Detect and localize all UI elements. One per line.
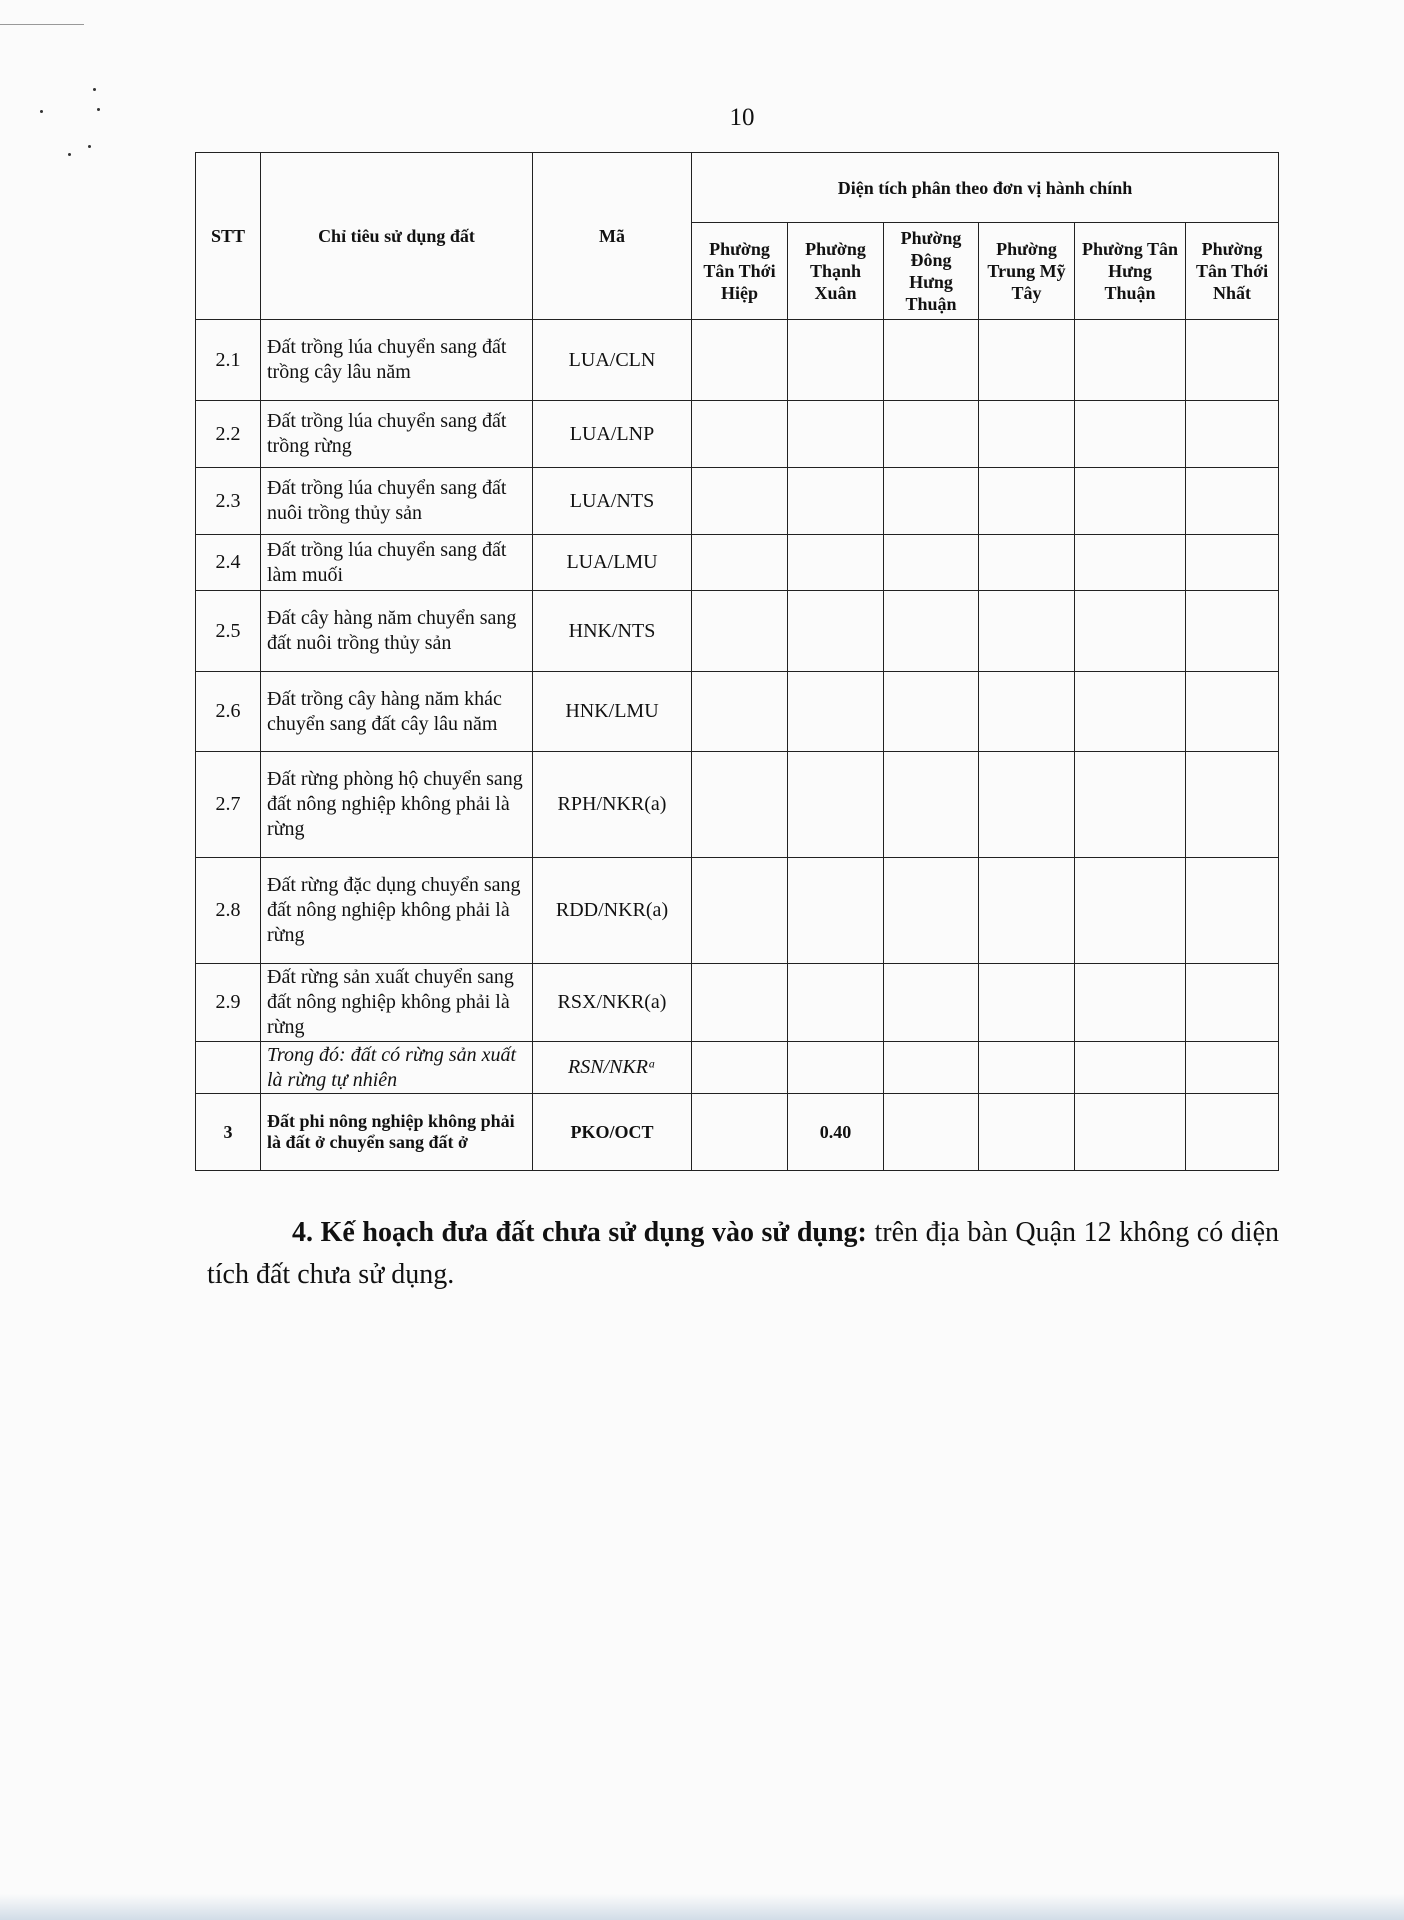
header-ward: Phường Đông Hưng Thuận <box>884 223 979 320</box>
row-value <box>884 672 979 752</box>
row-name: Đất rừng phòng hộ chuyển sang đất nông nghiệp không phải là rừng <box>261 752 533 858</box>
row-value <box>692 535 788 591</box>
row-value <box>884 964 979 1042</box>
row-value <box>1075 752 1186 858</box>
row-code: HNK/NTS <box>533 591 692 672</box>
row-value <box>979 468 1075 535</box>
row-stt: 2.1 <box>196 320 261 401</box>
row-stt: 2.8 <box>196 858 261 964</box>
row-value <box>884 1094 979 1171</box>
section-4-paragraph <box>207 1212 1279 1296</box>
row-value <box>1186 672 1279 752</box>
row-name: Đất phi nông nghiệp không phải là đất ở chuyển sang đất ở <box>261 1094 533 1171</box>
row-code: HNK/LMU <box>533 672 692 752</box>
row-code: LUA/LMU <box>533 535 692 591</box>
header-ward: Phường Trung Mỹ Tây <box>979 223 1075 320</box>
table-row <box>196 468 1279 535</box>
row-value <box>979 591 1075 672</box>
row-stt: 2.5 <box>196 591 261 672</box>
row-value <box>979 964 1075 1042</box>
row-value <box>788 752 884 858</box>
row-stt: 2.2 <box>196 401 261 468</box>
row-value <box>1186 752 1279 858</box>
table-row <box>196 964 1279 1042</box>
header-criteria: Chỉ tiêu sử dụng đất <box>261 153 533 320</box>
row-code: RSX/NKR(a) <box>533 964 692 1042</box>
row-value <box>692 964 788 1042</box>
row-value <box>979 535 1075 591</box>
row-name: Đất rừng sản xuất chuyển sang đất nông nghiệp không phải là rừng <box>261 964 533 1042</box>
row-value <box>788 964 884 1042</box>
row-stt: 2.6 <box>196 672 261 752</box>
row-value <box>979 672 1075 752</box>
row-value <box>884 320 979 401</box>
table-row <box>196 672 1279 752</box>
row-code: RPH/NKR(a) <box>533 752 692 858</box>
row-value <box>1075 1042 1186 1094</box>
row-value <box>884 401 979 468</box>
row-value <box>788 468 884 535</box>
row-value <box>692 468 788 535</box>
row-code: LUA/NTS <box>533 468 692 535</box>
row-value <box>1075 964 1186 1042</box>
row-value <box>692 752 788 858</box>
row-value <box>884 591 979 672</box>
row-value <box>1186 1042 1279 1094</box>
land-use-table <box>195 152 1279 1171</box>
row-value <box>1075 591 1186 672</box>
row-name: Đất cây hàng năm chuyển sang đất nuôi trồng thủy sản <box>261 591 533 672</box>
row-value <box>1186 858 1279 964</box>
row-value <box>979 320 1075 401</box>
row-value <box>692 320 788 401</box>
row-value <box>788 591 884 672</box>
row-code: LUA/CLN <box>533 320 692 401</box>
row-value <box>1075 401 1186 468</box>
table-row <box>196 1094 1279 1171</box>
header-group: Diện tích phân theo đơn vị hành chính <box>692 153 1279 223</box>
row-value <box>788 535 884 591</box>
row-value <box>979 401 1075 468</box>
scan-speck <box>88 145 91 148</box>
row-stt: 3 <box>196 1094 261 1171</box>
row-value <box>1075 468 1186 535</box>
header-ward: Phường Tân Thới Hiệp <box>692 223 788 320</box>
row-value <box>692 1094 788 1171</box>
header-ward: Phường Tân Hưng Thuận <box>1075 223 1186 320</box>
table-row <box>196 591 1279 672</box>
row-value <box>692 1042 788 1094</box>
row-value <box>1186 964 1279 1042</box>
row-value <box>884 468 979 535</box>
table-row <box>196 1042 1279 1094</box>
row-value <box>788 858 884 964</box>
row-value <box>884 535 979 591</box>
table-row <box>196 401 1279 468</box>
row-name: Đất trồng cây hàng năm khác chuyển sang đất cây lâu năm <box>261 672 533 752</box>
row-stt: 2.3 <box>196 468 261 535</box>
row-value: 0.40 <box>788 1094 884 1171</box>
row-name: Đất trồng lúa chuyển sang đất trồng cây lâu năm <box>261 320 533 401</box>
row-value <box>788 401 884 468</box>
table-row <box>196 320 1279 401</box>
scan-edge-shadow <box>0 1894 1404 1920</box>
row-value <box>1075 1094 1186 1171</box>
header-ward: Phường Tân Thới Nhất <box>1186 223 1279 320</box>
row-code: RDD/NKR(a) <box>533 858 692 964</box>
page-number: 10 <box>729 104 755 131</box>
header-stt: STT <box>196 153 261 320</box>
row-value <box>884 858 979 964</box>
row-value <box>979 752 1075 858</box>
table-row <box>196 752 1279 858</box>
row-value <box>788 320 884 401</box>
table-row <box>196 858 1279 964</box>
row-value <box>884 1042 979 1094</box>
row-code: RSN/NKRᵃ <box>533 1042 692 1094</box>
scan-edge-rule <box>0 24 84 25</box>
row-value <box>1186 320 1279 401</box>
row-value <box>1186 591 1279 672</box>
row-value <box>1186 401 1279 468</box>
row-value <box>692 858 788 964</box>
section-4-heading: 4. Kế hoạch đưa đất chưa sử dụng vào sử dụng: <box>292 1217 867 1248</box>
row-value <box>1186 1094 1279 1171</box>
scan-speck <box>68 153 71 156</box>
row-value <box>1075 320 1186 401</box>
row-value <box>692 591 788 672</box>
row-code: LUA/LNP <box>533 401 692 468</box>
row-value <box>1075 535 1186 591</box>
row-value <box>979 1094 1075 1171</box>
row-value <box>979 1042 1075 1094</box>
row-value <box>788 672 884 752</box>
table-row <box>196 535 1279 591</box>
scan-speck <box>93 88 96 91</box>
header-ward: Phường Thạnh Xuân <box>788 223 884 320</box>
row-value <box>692 672 788 752</box>
row-code: PKO/OCT <box>533 1094 692 1171</box>
table-body <box>196 320 1279 1171</box>
row-name: Đất trồng lúa chuyển sang đất nuôi trồng thủy sản <box>261 468 533 535</box>
row-value <box>692 401 788 468</box>
row-value <box>1186 535 1279 591</box>
row-value <box>979 858 1075 964</box>
row-name: Trong đó: đất có rừng sản xuất là rừng tự nhiên <box>261 1042 533 1094</box>
section-4-text: trên địa bàn Quận 12 không có diện tích đất chưa sử dụng. <box>207 1217 1280 1290</box>
row-stt: 2.7 <box>196 752 261 858</box>
row-name: Đất trồng lúa chuyển sang đất trồng rừng <box>261 401 533 468</box>
row-stt <box>196 1042 261 1094</box>
row-stt: 2.9 <box>196 964 261 1042</box>
row-name: Đất trồng lúa chuyển sang đất làm muối <box>261 535 533 591</box>
row-value <box>1075 672 1186 752</box>
header-code: Mã <box>533 153 692 320</box>
row-name: Đất rừng đặc dụng chuyển sang đất nông nghiệp không phải là rừng <box>261 858 533 964</box>
row-stt: 2.4 <box>196 535 261 591</box>
row-value <box>1186 468 1279 535</box>
row-value <box>1075 858 1186 964</box>
row-value <box>884 752 979 858</box>
row-value <box>788 1042 884 1094</box>
